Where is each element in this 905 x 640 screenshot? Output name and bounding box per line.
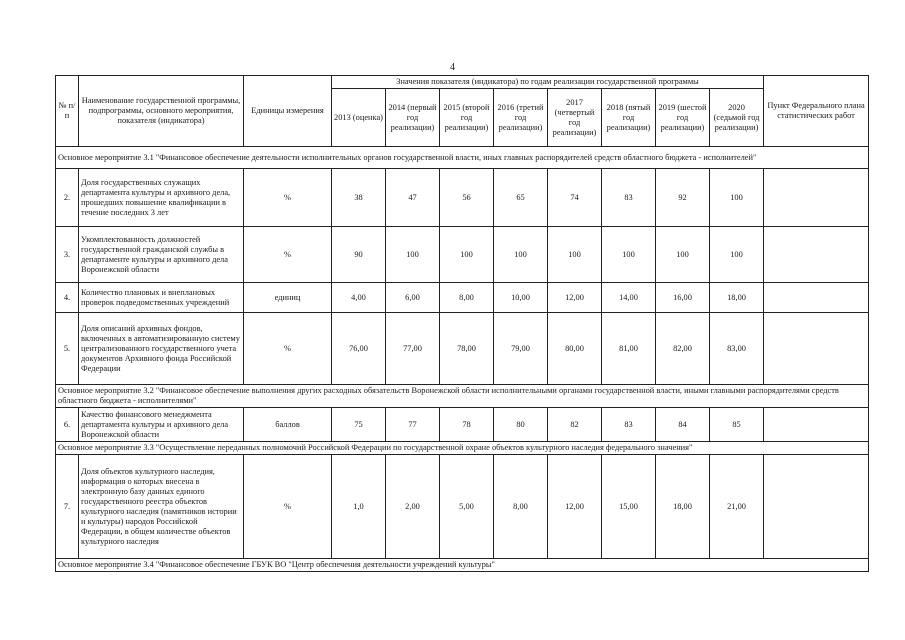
row-value: 80,00 <box>548 313 602 385</box>
table-row <box>56 408 869 442</box>
row-value: 100 <box>386 227 440 283</box>
row-num: 3. <box>56 227 79 283</box>
row-value: 78,00 <box>440 313 494 385</box>
row-value: 21,00 <box>710 455 764 559</box>
row-name: Доля объектов культурного наследия, информация о которых внесена в электронную базу данных единого государственного реестра объектов культурного наследия (памятников истории и культуры) народов Российской Федерации, в общем количестве объектов культурного наследия <box>79 455 244 559</box>
row-num: 4. <box>56 283 79 313</box>
section-row: Основное мероприятие 3.1 "Финансовое обеспечение деятельности исполнительных органов государственной власти, иных главных распорядителей средств областного бюджета - исполнителей" <box>56 147 869 169</box>
section-row: Основное мероприятие 3.3 "Осуществление переданных полномочий Российской Федерации по государственной охране объектов культурного наследия федерального значения" <box>56 442 869 455</box>
row-num: 5. <box>56 313 79 385</box>
row-value: 12,00 <box>548 283 602 313</box>
row-value: 4,00 <box>332 283 386 313</box>
header-year: 2015 (второй год реализации) <box>440 89 494 147</box>
table-row <box>56 227 869 283</box>
row-value: 90 <box>332 227 386 283</box>
page-number: 4 <box>450 62 455 73</box>
row-value: 100 <box>440 227 494 283</box>
row-value: 85 <box>710 408 764 442</box>
row-value: 100 <box>494 227 548 283</box>
header-year: 2014 (первый год реализации) <box>386 89 440 147</box>
row-value: 92 <box>656 169 710 227</box>
header-num: № п/п <box>56 76 79 147</box>
row-point <box>764 313 869 385</box>
row-num: 6. <box>56 408 79 442</box>
header-point: Пункт Федерального плана статистических работ <box>764 76 869 147</box>
row-value: 18,00 <box>710 283 764 313</box>
header-year: 2019 (шестой год реализации) <box>656 89 710 147</box>
indicators-table <box>55 75 869 572</box>
row-value: 82 <box>548 408 602 442</box>
row-value: 81,00 <box>602 313 656 385</box>
row-value: 74 <box>548 169 602 227</box>
row-value: 76,00 <box>332 313 386 385</box>
row-value: 38 <box>332 169 386 227</box>
row-value: 5,00 <box>440 455 494 559</box>
row-value: 65 <box>494 169 548 227</box>
row-value: 18,00 <box>656 455 710 559</box>
row-point <box>764 283 869 313</box>
row-value: 75 <box>332 408 386 442</box>
row-unit: % <box>244 455 332 559</box>
row-value: 82,00 <box>656 313 710 385</box>
row-value: 83 <box>602 169 656 227</box>
row-value: 10,00 <box>494 283 548 313</box>
row-num: 7. <box>56 455 79 559</box>
row-value: 12,00 <box>548 455 602 559</box>
row-name: Доля государственных служащих департамента культуры и архивного дела, прошедших повышение квалификации в течение последних 3 лет <box>79 169 244 227</box>
row-unit: % <box>244 169 332 227</box>
row-value: 77,00 <box>386 313 440 385</box>
row-value: 100 <box>710 169 764 227</box>
row-value: 47 <box>386 169 440 227</box>
row-value: 56 <box>440 169 494 227</box>
header-values-group: Значения показателя (индикатора) по годам реализации государственной программы <box>332 76 764 89</box>
row-unit: единиц <box>244 283 332 313</box>
section-row: Основное мероприятие 3.2 "Финансовое обеспечение выполнения других расходных обязательств Воронежской области исполнительными органами государственной власти, иными главными распорядителями средств областного бюджета - исполнителями" <box>56 385 869 408</box>
row-name: Количество плановых и внеплановых проверок подведомственных учреждений <box>79 283 244 313</box>
header-year: 2017 (четвертый год реализации) <box>548 89 602 147</box>
header-unit: Единицы измерения <box>244 76 332 147</box>
row-name: Качество финансового менеджмента департамента культуры и архивного дела Воронежской области <box>79 408 244 442</box>
header-name: Наименование государственной программы, подпрограммы, основного мероприятия, показателя (индикатора) <box>79 76 244 147</box>
row-value: 84 <box>656 408 710 442</box>
row-name: Укомплектованность должностей государственной гражданской службы в департаменте культуры и архивного дела Воронежской области <box>79 227 244 283</box>
row-point <box>764 227 869 283</box>
row-value: 83 <box>602 408 656 442</box>
row-unit: баллов <box>244 408 332 442</box>
row-value: 100 <box>548 227 602 283</box>
row-unit: % <box>244 227 332 283</box>
row-value: 8,00 <box>440 283 494 313</box>
row-value: 14,00 <box>602 283 656 313</box>
table-row <box>56 313 869 385</box>
row-value: 80 <box>494 408 548 442</box>
row-value: 8,00 <box>494 455 548 559</box>
table-row <box>56 283 869 313</box>
header-year: 2018 (пятый год реализации) <box>602 89 656 147</box>
header-year: 2016 (третий год реализации) <box>494 89 548 147</box>
row-value: 15,00 <box>602 455 656 559</box>
header-year: 2020 (седьмой год реализации) <box>710 89 764 147</box>
row-point <box>764 455 869 559</box>
row-value: 100 <box>602 227 656 283</box>
row-value: 78 <box>440 408 494 442</box>
row-value: 79,00 <box>494 313 548 385</box>
row-point <box>764 169 869 227</box>
row-point <box>764 408 869 442</box>
row-value: 100 <box>656 227 710 283</box>
row-value: 83,00 <box>710 313 764 385</box>
table-row <box>56 169 869 227</box>
row-value: 1,0 <box>332 455 386 559</box>
header-year: 2013 (оценка) <box>332 89 386 147</box>
row-value: 100 <box>710 227 764 283</box>
section-row: Основное мероприятие 3.4 "Финансовое обеспечение ГБУК ВО "Центр обеспечения деятельности учреждений культуры" <box>56 559 869 572</box>
row-num: 2. <box>56 169 79 227</box>
row-value: 16,00 <box>656 283 710 313</box>
row-value: 2,00 <box>386 455 440 559</box>
row-unit: % <box>244 313 332 385</box>
row-value: 6,00 <box>386 283 440 313</box>
table-row <box>56 455 869 559</box>
row-name: Доля описаний архивных фондов, включенных в автоматизированную систему централизованного государственного учета документов Архивного фонда Российской Федерации <box>79 313 244 385</box>
row-value: 77 <box>386 408 440 442</box>
